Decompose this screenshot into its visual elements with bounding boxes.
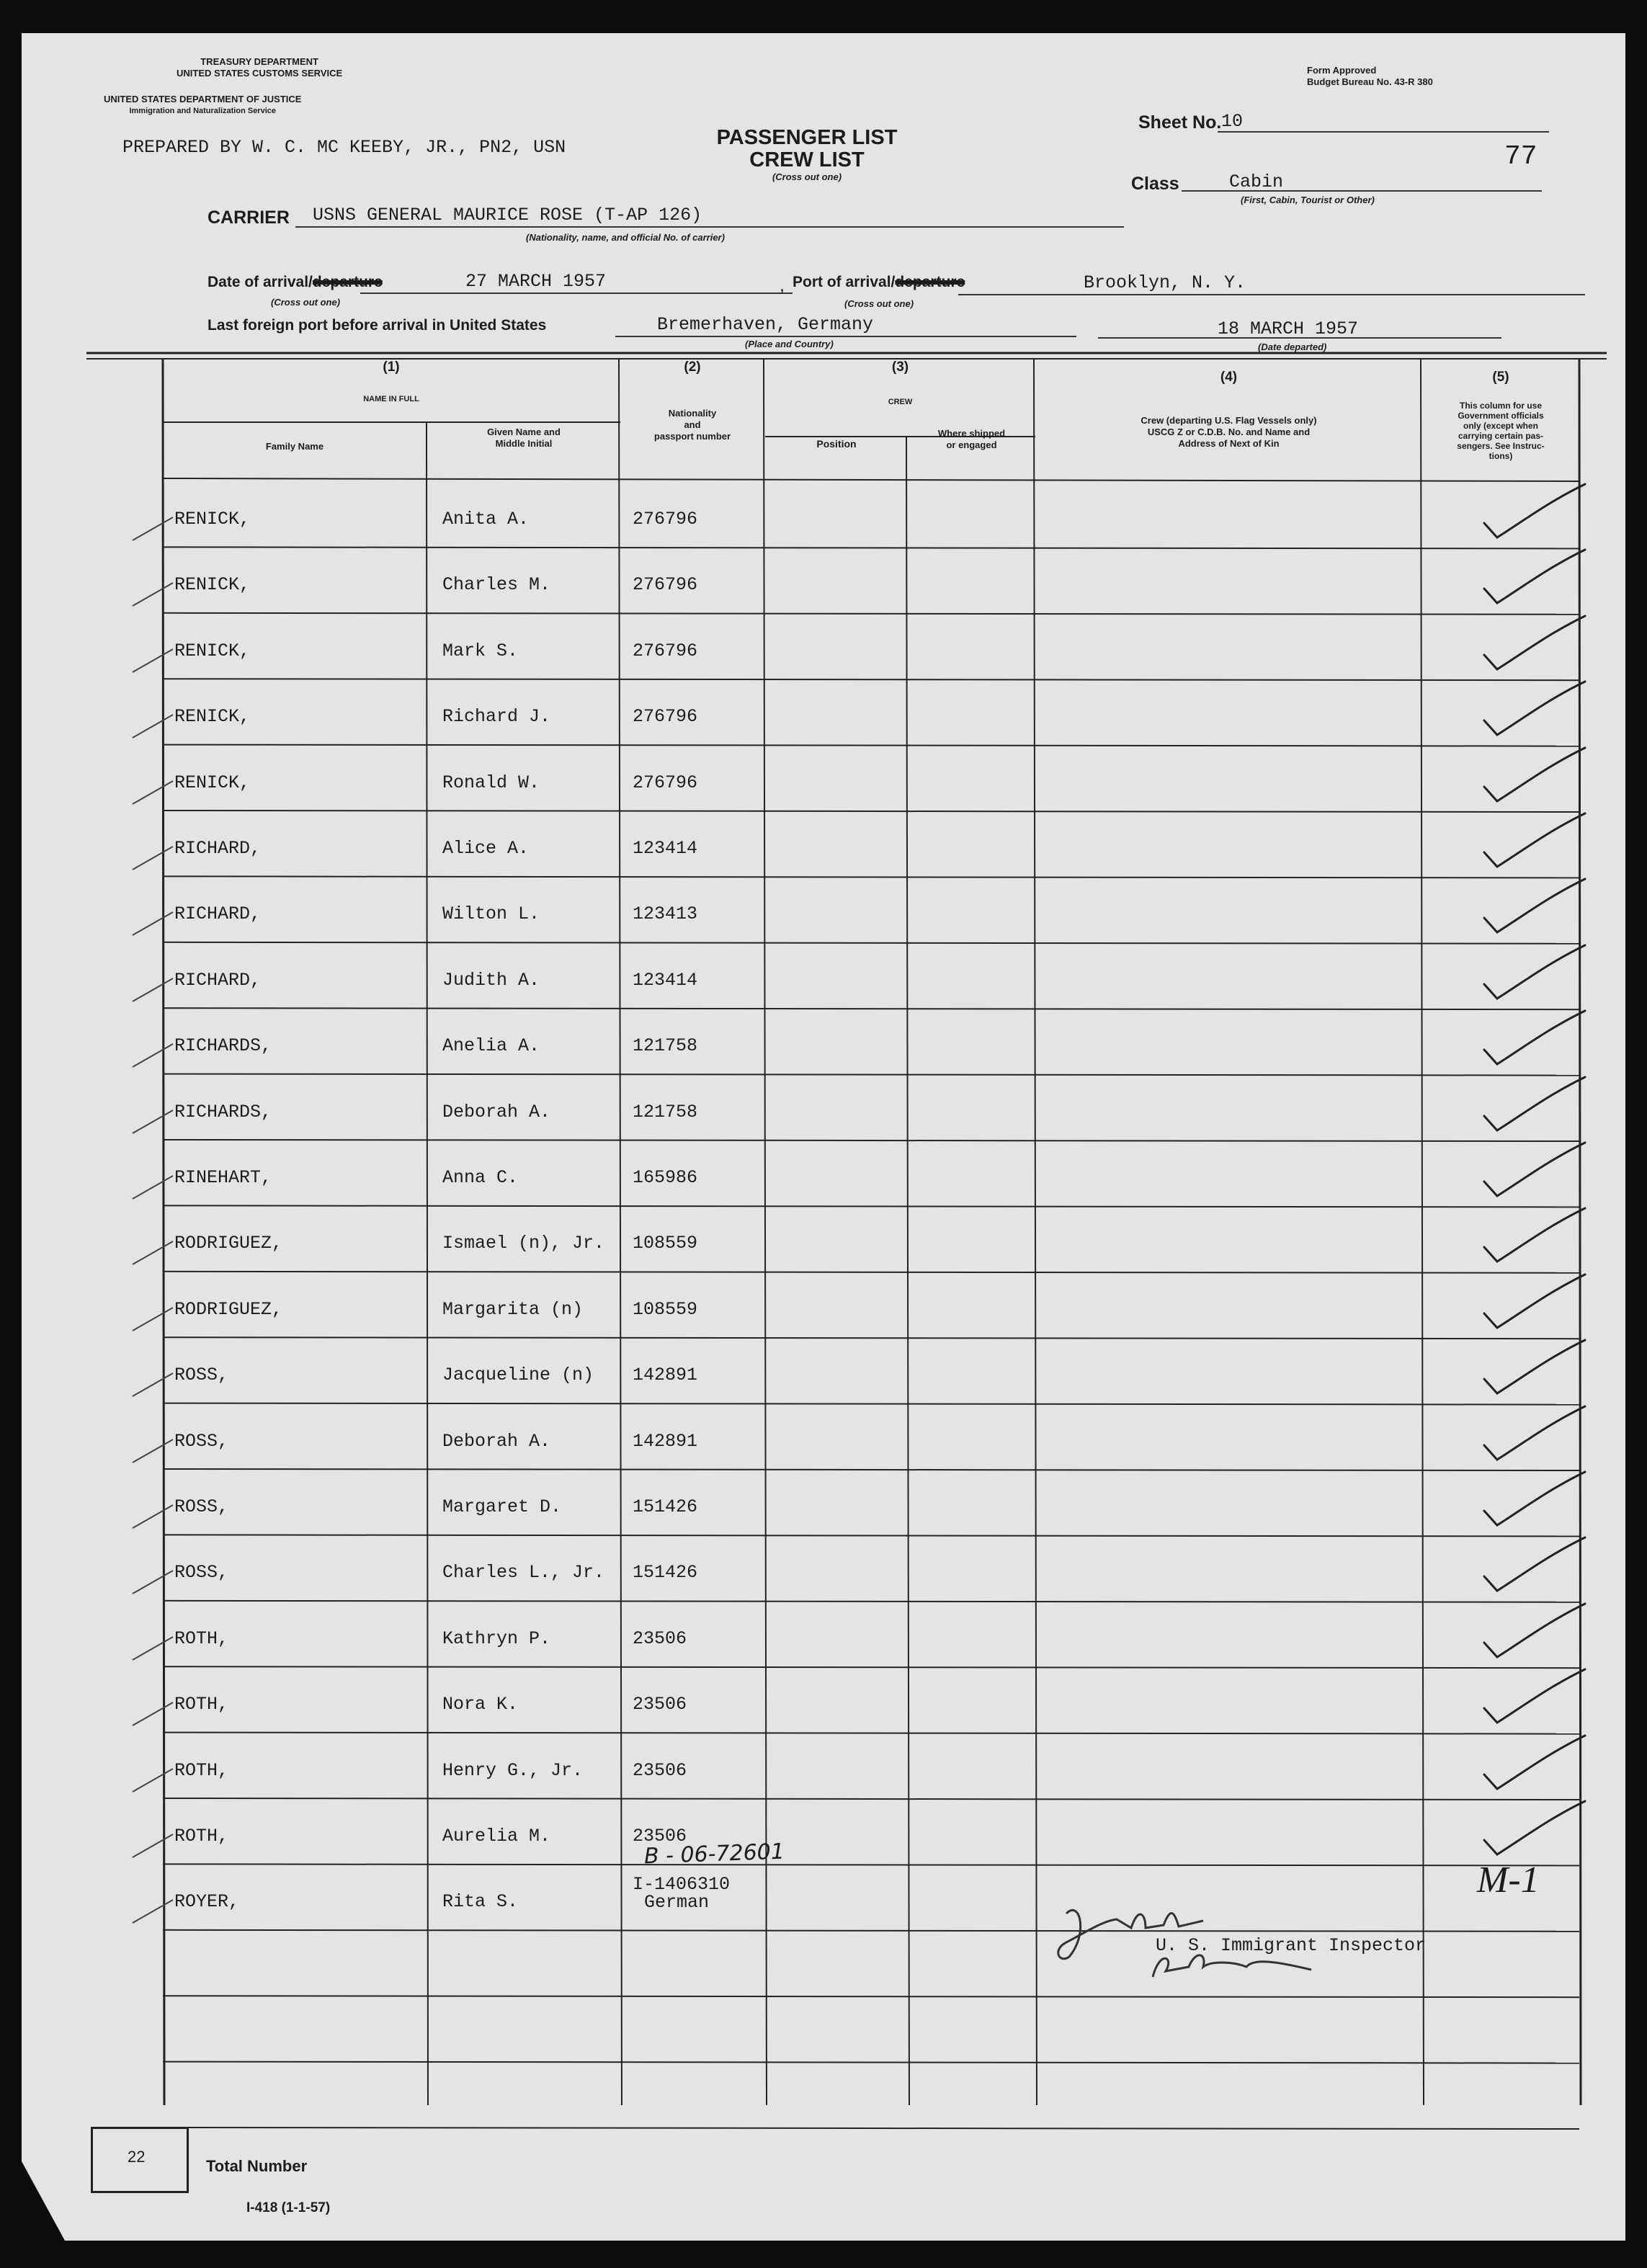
family-name-cell: RODRIGUEZ, — [174, 1298, 283, 1320]
checkmark-icon — [1477, 1138, 1592, 1203]
col3b-header-line2: or engaged — [946, 439, 997, 450]
last-port-value: Bremerhaven, Germany — [657, 314, 874, 335]
family-name-cell: ROSS, — [174, 1562, 229, 1584]
inspector-stamp: U. S. Immigrant Inspector — [1156, 1935, 1427, 1956]
family-name-cell: ROSS, — [174, 1365, 229, 1386]
given-name-cell: Anelia A. — [442, 1035, 540, 1057]
family-name-cell: RODRIGUEZ, — [174, 1233, 283, 1254]
margin-tick-icon — [130, 1499, 180, 1535]
margin-tick-icon — [130, 841, 180, 877]
margin-tick-icon — [130, 906, 180, 942]
given-name-cell: Alice A. — [442, 838, 530, 859]
given-name-cell: Nora K. — [442, 1694, 519, 1715]
margin-tick-icon — [130, 1763, 180, 1799]
given-name-cell: Judith A. — [442, 969, 540, 991]
col4-header-line2: USCG Z or C.D.B. No. and Name and — [1147, 427, 1311, 437]
col5-header-line2: Government officials — [1458, 411, 1544, 421]
col5-header-line5: sengers. See Instruc- — [1457, 441, 1545, 451]
col1b-header-line1: Given Name and — [487, 427, 561, 437]
given-name-cell: Rita S. — [442, 1891, 519, 1913]
given-name-cell: Ronald W. — [442, 772, 540, 793]
last-port-note: (Place and Country) — [745, 339, 834, 349]
family-name-cell: ROSS, — [174, 1496, 229, 1517]
given-name-cell: Ismael (n), Jr. — [442, 1233, 605, 1254]
margin-tick-icon — [130, 1829, 180, 1865]
title-crew-list: CREW LIST — [749, 148, 865, 171]
last-port-label: Last foreign port before arrival in United States — [207, 317, 547, 334]
title-note: (Cross out one) — [772, 171, 842, 182]
given-name-cell: Richard J. — [442, 706, 551, 728]
family-name-cell: RICHARD, — [174, 838, 262, 859]
margin-tick-icon — [130, 643, 180, 679]
col2-header-line3: passport number — [653, 431, 731, 442]
checkmark-icon — [1477, 1006, 1592, 1071]
checkmark-icon — [1477, 1270, 1592, 1335]
title-passenger-list: PASSENGER LIST — [716, 126, 898, 149]
margin-tick-icon — [130, 709, 180, 745]
checkmark-icon — [1477, 480, 1592, 545]
checkmark-icon — [1477, 612, 1592, 677]
checkmark-icon — [1477, 941, 1592, 1006]
margin-tick-icon — [130, 1434, 180, 1470]
date-departed-note: (Date departed) — [1258, 341, 1327, 352]
margin-tick-icon — [130, 1631, 180, 1667]
checkmark-icon — [1477, 545, 1592, 610]
col1a-header: Family Name — [265, 441, 324, 452]
col3b-header — [908, 428, 1035, 451]
checkmark-icon — [1477, 1073, 1592, 1138]
family-name-cell: ROTH, — [174, 1628, 229, 1649]
passport-cell: 165986 — [633, 1167, 698, 1188]
passport-cell: 276796 — [633, 706, 698, 728]
passport-cell: 123414 — [633, 838, 698, 859]
given-name-cell: Wilton L. — [442, 903, 540, 925]
passport-cell: 276796 — [633, 574, 698, 596]
arrival-port-note: (Cross out one) — [844, 298, 914, 309]
checkmark-icon — [1477, 1731, 1592, 1796]
col5-header-line4: carrying certain pas- — [1458, 431, 1544, 441]
passport-cell: 276796 — [633, 509, 698, 530]
given-name-cell: Jacqueline (n) — [442, 1365, 594, 1386]
col1b-header — [428, 427, 620, 450]
passport-cell: 123414 — [633, 969, 698, 991]
col1b-header-line2: Middle Initial — [495, 438, 553, 449]
passport-cell: 23506 — [633, 1759, 687, 1781]
stamped-number: 77 — [1504, 141, 1537, 172]
checkmark-icon — [1477, 677, 1592, 742]
form-approval-line-2: Budget Bureau No. 43-R 380 — [1307, 76, 1433, 87]
given-name-cell: Charles M. — [442, 574, 551, 596]
family-name-cell: RINEHART, — [174, 1167, 272, 1188]
passport-cell: 23506 — [633, 1628, 687, 1649]
checkmark-icon — [1477, 1599, 1592, 1664]
family-name-cell: ROSS, — [174, 1430, 229, 1452]
given-name-cell: Henry G., Jr. — [442, 1759, 584, 1781]
carrier-value: USNS GENERAL MAURICE ROSE (T-AP 126) — [313, 205, 702, 226]
checkmark-icon — [1477, 1797, 1592, 1862]
family-name-cell: RICHARD, — [174, 903, 262, 925]
col5-header-line1: This column for use — [1459, 401, 1542, 411]
margin-tick-icon — [130, 1236, 180, 1272]
family-name-cell: RENICK, — [174, 706, 251, 728]
family-name-cell: RENICK, — [174, 772, 251, 793]
family-name-cell: RICHARD, — [174, 969, 262, 991]
given-name-cell: Anita A. — [442, 509, 530, 530]
passport-cell: 142891 — [633, 1365, 698, 1386]
col3-number: (3) — [891, 360, 909, 375]
margin-tick-icon — [130, 1565, 180, 1601]
arrival-port-label-text: Port of arrival/ — [793, 274, 896, 290]
col2-number: (2) — [684, 360, 701, 375]
sheet-number: 10 — [1221, 111, 1244, 132]
total-number-value: 22 — [128, 2148, 146, 2166]
margin-tick-icon — [130, 1038, 180, 1074]
col1-title: NAME IN FULL — [363, 395, 419, 403]
col2-header — [620, 408, 764, 442]
family-name-cell: RICHARDS, — [174, 1101, 272, 1122]
col3a-header: Position — [816, 438, 857, 450]
passport-cell: 23506 — [633, 1694, 687, 1715]
carrier-note: (Nationality, name, and official No. of carrier) — [526, 232, 725, 243]
given-name-cell: Kathryn P. — [442, 1628, 551, 1649]
class-label: Class — [1131, 174, 1179, 194]
given-name-cell: Charles L., Jr. — [442, 1562, 605, 1584]
margin-tick-icon — [130, 512, 180, 548]
family-name-cell: RENICK, — [174, 574, 251, 596]
sheet-label: Sheet No. — [1138, 112, 1222, 133]
form-approval-line-1: Form Approved — [1307, 65, 1377, 76]
arrival-date-value: 27 MARCH 1957 — [465, 271, 607, 292]
family-name-cell: ROTH, — [174, 1826, 229, 1847]
passport-cell: 108559 — [633, 1233, 698, 1254]
given-name-cell: Deborah A. — [442, 1101, 551, 1122]
checkmark-icon — [1477, 1402, 1592, 1467]
prepared-by: PREPARED BY W. C. MC KEEBY, JR., PN2, USN — [122, 137, 566, 158]
royer-nationality: German — [644, 1892, 710, 1913]
col5-number: (5) — [1492, 370, 1509, 385]
checkmark-icon — [1477, 1665, 1592, 1730]
margin-tick-icon — [130, 973, 180, 1009]
handwritten-visa-number: B - 06-72601 — [643, 1839, 785, 1870]
family-name-cell: ROTH, — [174, 1759, 229, 1781]
family-name-cell: RENICK, — [174, 640, 251, 661]
passport-cell: 123413 — [633, 903, 698, 925]
class-value: Cabin — [1229, 171, 1284, 192]
document-page: TREASURY DEPARTMENT UNITED STATES CUSTOMS SERVICE UNITED STATES DEPARTMENT OF JUSTICE Immigration and Naturalization Service Form Approved Budget Bureau No. 43-R 380 PREPARED BY W. C. MC KEEBY, JR., PN2, USN PASSENGER LIST CREW LIST (Cross out one) Sheet No. 10 77 Class Cabin (First, Cabin, Tourist or Other) CARRIER USNS GENERAL MAURICE ROSE (T-AP 126) (Nationality, name, and official No. of carrier) Date of arrival/departure 27 MARCH 1957 (Cross out one) , Port of arrival/departure Brooklyn, N. Y. (Cross out one) Last foreign port before arrival in United States Bremerhaven, Germany (Place and Country) 18 MARCH 1957 (Date departed) (1) NAME IN FULL Family Name Given Name and Middle Initial (2) Nationality and passport number (3) CREW Position Where shipped or engaged (4) Crew (departing U.S. Flag Vessels only) USCG Z or C.D.B. No. and Name and Address of Next of Kin (5) This column for use Government officials only (except when carrying certain pas- sengers. See Instruc- tions) RENICK, Anita A. 276796 RENICK, Charles M. 276796 RENICK, Mark S. 276796 RENICK, Richard J. 276796 RENICK, Ronald W. 276796 RICHARD, Alice A. 123414 RICHARD, Wilton L. 123413 RICHARD, Judith A. 123414 RICHARDS, Anelia A. 121758 RICHARDS, Deborah A. 121758 RINEHART, Anna C. 165986 RODRIGUEZ, Ismael (n), Jr. 108559 RODRIGUEZ, Margarita (n) 108559 ROSS, Jacqueline (n) 142891 ROSS, Deborah A. 142891 ROSS, Margaret D. 151426 ROSS, Charles L., Jr. 151426 ROTH, Kathryn P. 23506 ROTH, Nora K. 23506 ROTH, Henry G., Jr. 23506 ROTH, Aurelia M. 23506 ROYER, Rita S. I-1406310 B - 06-72601 German M-1 U. S. Immigrant Inspector 22 Total Number I-418 (1-1-57) — [22, 33, 1625, 2241]
col4-header — [1035, 415, 1422, 450]
family-name-cell: ROTH, — [174, 1694, 229, 1715]
checkmark-icon — [1477, 809, 1592, 874]
given-name-cell: Margaret D. — [442, 1496, 562, 1517]
col2-header-line1: Nationality — [668, 408, 717, 419]
family-name-cell: RENICK, — [174, 509, 251, 530]
date-departed-value: 18 MARCH 1957 — [1218, 318, 1359, 339]
passport-cell: 151426 — [633, 1562, 698, 1584]
family-name-cell: ROYER, — [174, 1891, 240, 1913]
carrier-label: CARRIER — [207, 207, 290, 228]
given-name-cell: Margarita (n) — [442, 1298, 584, 1320]
col5-header-line6: tions) — [1488, 451, 1513, 461]
class-note: (First, Cabin, Tourist or Other) — [1241, 195, 1375, 205]
given-name-cell: Deborah A. — [442, 1430, 551, 1452]
margin-tick-icon — [130, 1697, 180, 1733]
margin-tick-icon — [130, 1894, 180, 1930]
checkmark-icon — [1477, 875, 1592, 939]
agency-line-1: TREASURY DEPARTMENT — [200, 56, 318, 67]
arrival-date-struck: departure — [312, 274, 383, 290]
passport-cell: I-1406310 — [633, 1874, 731, 1896]
family-name-cell: RICHARDS, — [174, 1035, 272, 1057]
arrival-port-struck: departure — [895, 274, 965, 290]
passport-cell: 276796 — [633, 772, 698, 793]
total-number-label: Total Number — [206, 2157, 308, 2175]
agency-line-3: UNITED STATES DEPARTMENT OF JUSTICE — [104, 94, 302, 104]
given-name-cell: Anna C. — [442, 1167, 519, 1188]
total-number-box — [91, 2127, 189, 2193]
passport-cell: 276796 — [633, 640, 698, 661]
given-name-cell: Aurelia M. — [442, 1826, 551, 1847]
margin-tick-icon — [130, 1170, 180, 1206]
agency-line-2: UNITED STATES CUSTOMS SERVICE — [177, 68, 343, 79]
margin-tick-icon — [130, 1302, 180, 1338]
margin-tick-icon — [130, 775, 180, 811]
checkmark-icon — [1477, 1204, 1592, 1269]
agency-line-4: Immigration and Naturalization Service — [129, 107, 277, 115]
checkmark-icon — [1477, 744, 1592, 808]
checkmark-icon — [1477, 1533, 1592, 1598]
margin-tick-icon — [130, 1367, 180, 1403]
col1-number: (1) — [383, 360, 400, 375]
margin-tick-icon — [130, 577, 180, 613]
arrival-port-value: Brooklyn, N. Y. — [1084, 272, 1246, 293]
passport-cell: 142891 — [633, 1430, 698, 1452]
col4-header-line1: Crew (departing U.S. Flag Vessels only) — [1141, 415, 1317, 426]
col3-title: CREW — [888, 398, 913, 406]
arrival-date-note: (Cross out one) — [271, 297, 341, 308]
form-number: I-418 (1-1-57) — [246, 2200, 331, 2215]
col4-number: (4) — [1220, 370, 1238, 385]
col3b-header-line1: Where shipped — [937, 428, 1006, 439]
margin-tick-icon — [130, 1104, 180, 1140]
col5-header — [1422, 401, 1579, 461]
col5-header-line3: only (except when — [1463, 421, 1539, 431]
arrival-date-label-text: Date of arrival/ — [207, 274, 313, 290]
col4-header-line3: Address of Next of Kin — [1178, 438, 1280, 449]
passport-cell: 151426 — [633, 1496, 698, 1517]
checkmark-icon — [1477, 1336, 1592, 1401]
passport-cell: 121758 — [633, 1035, 698, 1057]
col2-header-line2: and — [684, 419, 701, 430]
passport-cell: 23506 — [633, 1826, 687, 1847]
passport-cell: 121758 — [633, 1101, 698, 1122]
handwritten-m1: M-1 — [1477, 1860, 1540, 1901]
checkmark-icon — [1477, 1468, 1592, 1532]
passport-cell: 108559 — [633, 1298, 698, 1320]
given-name-cell: Mark S. — [442, 640, 519, 661]
